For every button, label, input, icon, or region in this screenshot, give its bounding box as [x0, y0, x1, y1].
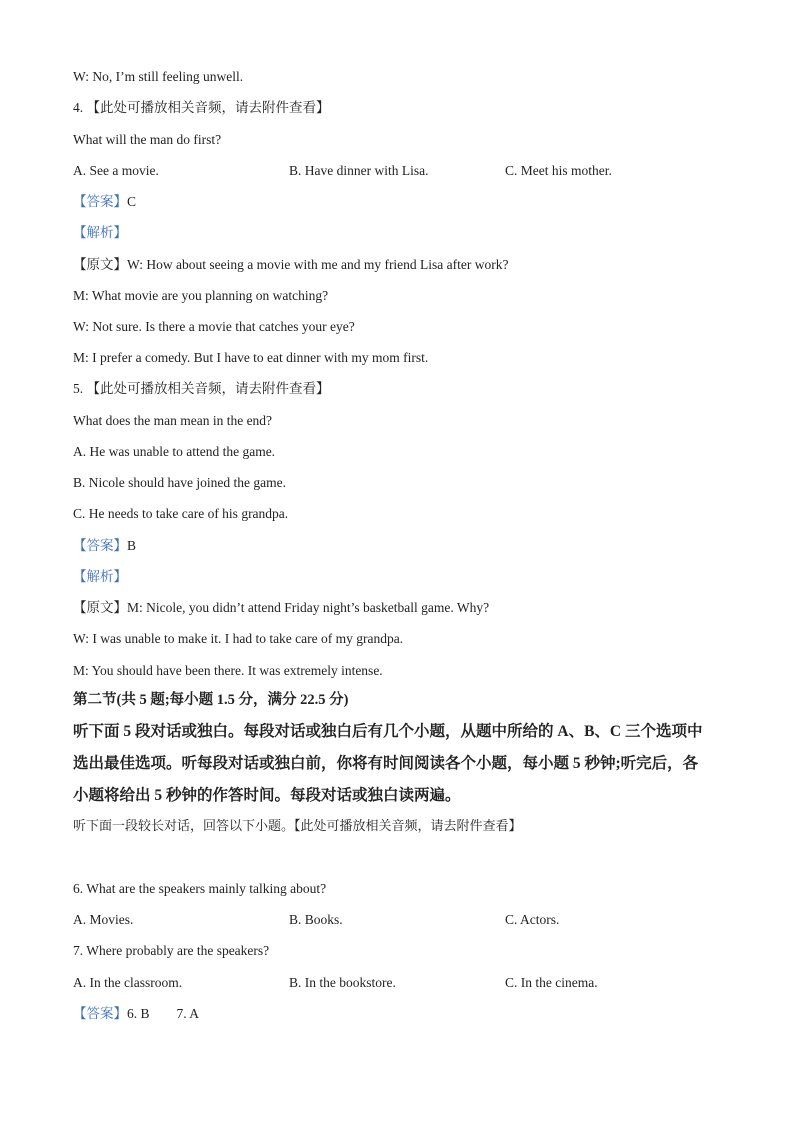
q5-transcript-line [73, 599, 489, 617]
q4-question: What will the man do first? [73, 132, 222, 147]
q5-transcript-line: W: I was unable to make it. I had to take care of my grandpa. [73, 631, 404, 646]
q6-answer: 6. B [127, 1006, 150, 1021]
q6-question: 6. What are the speakers mainly talking about? [73, 881, 327, 896]
original-tag: 【原文】 [73, 600, 127, 615]
analysis-tag: 【解析】 [73, 225, 127, 240]
q4-transcript-line: M: I prefer a comedy. But I have to eat dinner with my mom first. [73, 350, 429, 365]
section-title: 第二节(共 5 题;每小题 1.5 分，满分 22.5 分) [73, 692, 349, 708]
transcript-text: W: How about seeing a movie with me and my friend Lisa after work? [127, 257, 509, 272]
q7-option-a: A. In the classroom. [73, 975, 183, 990]
original-tag: 【原文】 [73, 257, 127, 272]
q6-q7-answer-line [73, 1005, 199, 1023]
answer-tag: 【答案】 [73, 1006, 127, 1021]
q5-answer-line [73, 537, 136, 555]
q3-transcript-line: W: No, I’m still feeling unwell. [73, 69, 244, 84]
q5-option-b: B. Nicole should have joined the game. [73, 475, 286, 490]
q7-option-b: B. In the bookstore. [289, 975, 396, 990]
section-instructions-line: 小题将给出 5 秒钟的作答时间。每段对话或独白读两遍。 [73, 787, 461, 804]
section-instructions-line: 选出最佳选项。听每段对话或独白前，你将有时间阅读各个小题，每小题 5 秒钟;听完后，各 [73, 755, 699, 772]
q4-option-b: B. Have dinner with Lisa. [289, 163, 429, 178]
q7-option-c: C. In the cinema. [505, 975, 598, 990]
q5-option-c: C. He needs to take care of his grandpa. [73, 506, 289, 521]
answer-tag: 【答案】 [73, 194, 127, 209]
q4-answer-line [73, 193, 136, 211]
q4-option-c: C. Meet his mother. [505, 163, 612, 178]
section-instructions-line: 听下面 5 段对话或独白。每段对话或独白后有几个小题，从题中所给的 A、B、C 三个选项中 [73, 723, 703, 740]
q6-option-b: B. Books. [289, 912, 343, 927]
q4-answer: C [127, 194, 137, 209]
q4-header: 4. 【此处可播放相关音频，请去附件查看】 [73, 100, 330, 115]
q4-option-a: A. See a movie. [73, 163, 159, 178]
analysis-tag: 【解析】 [73, 569, 127, 584]
section-prompt: 听下面一段较长对话，回答以下小题。【此处可播放相关音频，请去附件查看】 [73, 818, 522, 833]
q5-option-a: A. He was unable to attend the game. [73, 444, 276, 459]
q5-answer: B [127, 538, 137, 553]
q4-transcript-line: M: What movie are you planning on watching? [73, 288, 329, 303]
q5-header: 5. 【此处可播放相关音频，请去附件查看】 [73, 381, 330, 396]
q4-transcript-line [73, 256, 509, 274]
q6-option-a: A. Movies. [73, 912, 134, 927]
answer-tag: 【答案】 [73, 538, 127, 553]
q5-question: What does the man mean in the end? [73, 413, 273, 428]
q7-question: 7. Where probably are the speakers? [73, 943, 270, 958]
q7-answer: 7. A [176, 1006, 200, 1021]
transcript-text: M: Nicole, you didn’t attend Friday night’s basketball game. Why? [127, 600, 490, 615]
q4-transcript-line: W: Not sure. Is there a movie that catches your eye? [73, 319, 355, 334]
q5-transcript-line: M: You should have been there. It was extremely intense. [73, 663, 383, 678]
q6-option-c: C. Actors. [505, 912, 560, 927]
